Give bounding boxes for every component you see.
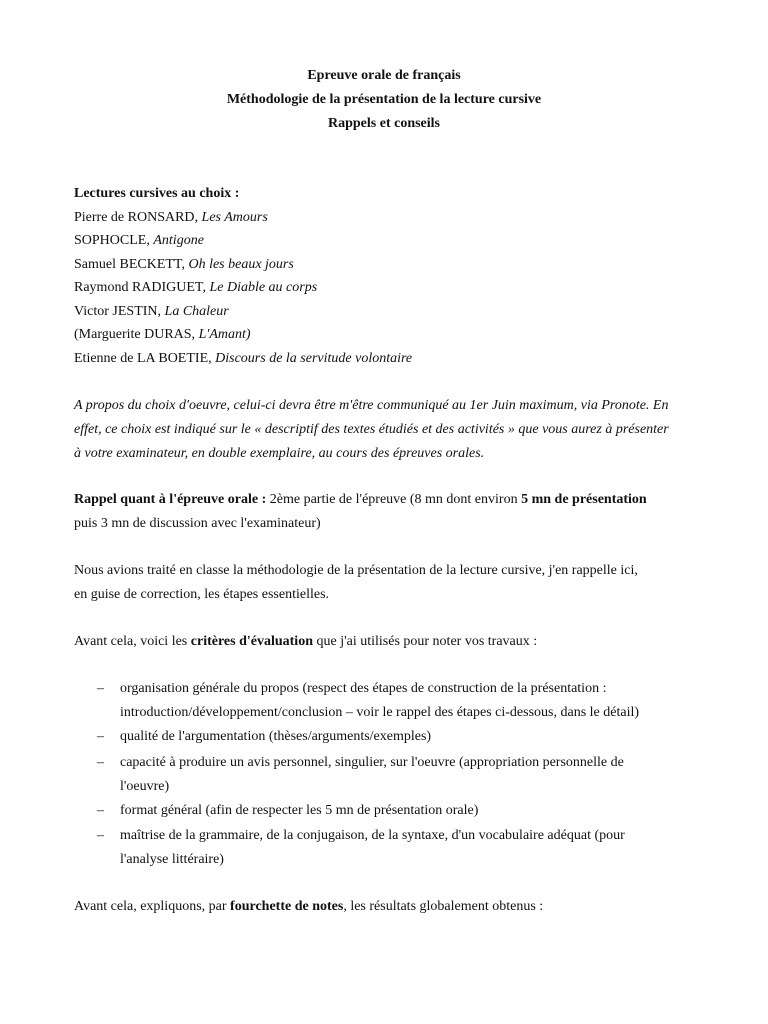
bullet-text: introduction/développement/conclusion – voir le rappel des étapes ci-dessous, dans le détail) (120, 705, 640, 720)
lectures-heading: Lectures cursives au choix : (74, 186, 240, 201)
header-line-2: Méthodologie de la présentation de la lecture cursive (226, 92, 542, 107)
bullet-text: qualité de l'argumentation (thèses/arguments/exemples) (120, 729, 432, 744)
bullet-text: organisation générale du propos (respect des étapes de construction de la présentation : (120, 681, 607, 696)
lecture-item: Samuel BECKETT, Oh les beaux jours (74, 257, 294, 272)
methodo-line-1: Nous avions traité en classe la méthodologie de la présentation de la lecture cursive, j'en rappelle ici, (74, 563, 638, 578)
bullet-text: format général (afin de respecter les 5 mn de présentation orale) (120, 803, 479, 818)
bullet-text: l'analyse littéraire) (120, 852, 224, 867)
bullet-text: capacité à produire un avis personnel, singulier, sur l'oeuvre (appropriation personnelle de (120, 755, 624, 770)
note-line: effet, ce choix est indiqué sur le « descriptif des textes étudiés et des activités » que vous aurez à présenter (74, 422, 669, 437)
lecture-item: Raymond RADIGUET, Le Diable au corps (74, 280, 318, 295)
methodo-line-2: en guise de correction, les étapes essentielles. (74, 587, 330, 602)
bullet-dash: – (97, 681, 104, 696)
bullet-text: maîtrise de la grammaire, de la conjugaison, de la syntaxe, d'un vocabulaire adéquat (pour (120, 828, 625, 843)
bullet-dash: – (97, 729, 104, 744)
bullet-text: l'oeuvre) (120, 779, 170, 794)
note-line: à votre examinateur, en double exemplaire, au cours des épreuves orales. (74, 446, 485, 461)
bullet-dash: – (97, 755, 104, 770)
note-line: A propos du choix d'oeuvre, celui-ci devra être m'être communiqué au 1er Juin maximum, via Pronote. En (74, 398, 669, 413)
lecture-item: Victor JESTIN, La Chaleur (74, 304, 229, 319)
lecture-item: Pierre de RONSARD, Les Amours (74, 210, 268, 225)
criteres-line: Avant cela, voici les critères d'évaluation que j'ai utilisés pour noter vos travaux : (74, 634, 538, 649)
lecture-item: SOPHOCLE, Antigone (74, 233, 204, 248)
rappel-line-2: puis 3 mn de discussion avec l'examinateur) (74, 516, 321, 531)
lecture-item: Etienne de LA BOETIE, Discours de la servitude volontaire (74, 351, 413, 366)
header-line-1: Epreuve orale de français (307, 68, 461, 83)
fourchette-line: Avant cela, expliquons, par fourchette de notes, les résultats globalement obtenus : (74, 899, 544, 914)
bullet-dash: – (97, 828, 104, 843)
lecture-item: (Marguerite DURAS, L'Amant) (74, 327, 251, 342)
header-line-3: Rappels et conseils (328, 116, 440, 131)
bullet-dash: – (97, 803, 104, 818)
rappel-line-1: Rappel quant à l'épreuve orale : 2ème partie de l'épreuve (8 mn dont environ 5 mn de présentation (74, 492, 647, 507)
